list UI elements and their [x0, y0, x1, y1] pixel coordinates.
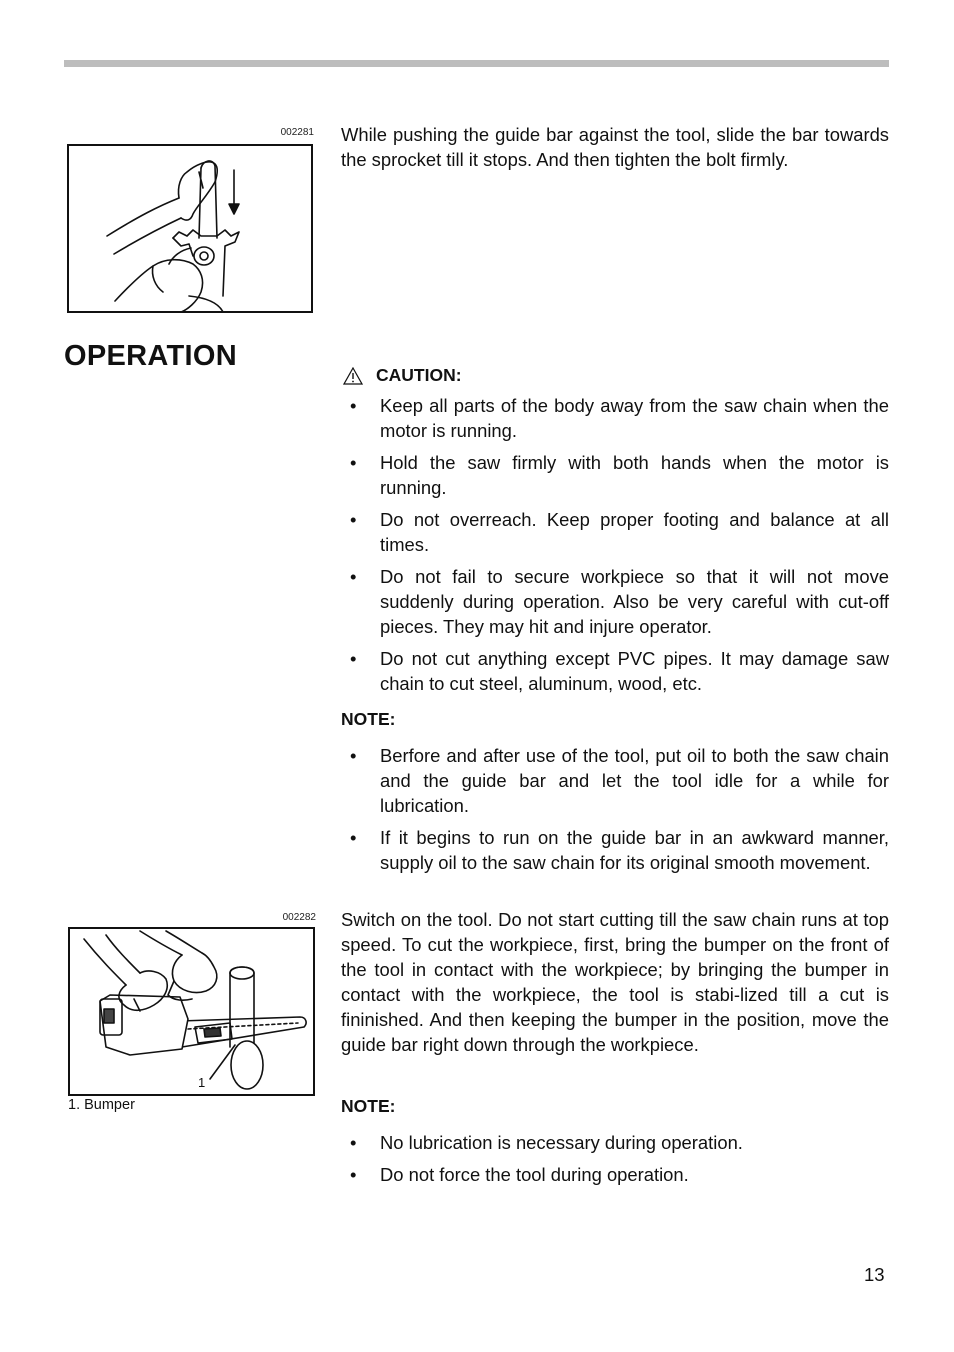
note-list [341, 1130, 889, 1194]
list-item: • Do not overreach. Keep proper footing and balance at all times. [350, 509, 889, 555]
list-item: • No lubrication is necessary during operation. [350, 1132, 743, 1153]
bullet: • [350, 452, 357, 473]
note-label: NOTE: [341, 1096, 396, 1116]
switch-paragraph: Switch on the tool. Do not start cutting till the saw chain runs at top speed. To cut the workpiece, first, bring the bumper on the front of the tool in contact with the workpiece; by bringing the bumper in contact with the workpiece, the tool is stabi-lized till a cut is fininished. And then keeping the bumper in the position, move the guide bar right down through the workpiece. [341, 909, 889, 1055]
top-rule [64, 60, 889, 67]
warning-triangle-icon [343, 367, 363, 385]
figure-guide-bar-install [67, 144, 313, 313]
figure-cutting-pipe [68, 927, 315, 1096]
list-item: • Do not cut anything except PVC pipes. It may damage saw chain to cut steel, aluminum, wood, etc. [350, 648, 889, 694]
bullet: • [350, 827, 357, 848]
bullet: • [350, 566, 357, 587]
list-item: • Keep all parts of the body away from the saw chain when the motor is running. [350, 395, 889, 441]
bullet: • [350, 745, 357, 766]
figure-code: 002281 [280, 127, 314, 138]
callout-number: 1 [198, 1075, 206, 1090]
list-item: • Berfore and after use of the tool, put oil to both the saw chain and the guide bar and let the tool idle for a while for lubrication. [350, 745, 889, 816]
bullet: • [350, 648, 357, 669]
list-item: • Hold the saw firmly with both hands when the motor is running. [350, 452, 889, 498]
section-title: OPERATION [64, 340, 237, 372]
list-item: • Do not force the tool during operation. [350, 1164, 689, 1185]
bullet: • [350, 395, 357, 416]
caution-label-text: CAUTION: [376, 365, 462, 385]
bullet: • [350, 1164, 357, 1185]
list-item: • Do not fail to secure workpiece so that it will not move suddenly during operation. Also be very careful with cut-off pieces. They may hit and injure operator. [350, 566, 889, 637]
list-item: • If it begins to run on the guide bar in an awkward manner, supply oil to the saw chain for its original smooth movement. [350, 827, 889, 873]
caution-label [343, 365, 462, 386]
bullet: • [350, 509, 357, 530]
caution-list [341, 393, 889, 703]
figure-code: 002282 [282, 912, 316, 923]
note-label: NOTE: [341, 709, 396, 729]
intro-paragraph: While pushing the guide bar against the tool, slide the bar towards the sprocket till it stops. And then tighten the bolt firmly. [341, 124, 889, 170]
page-number: 13 [864, 1264, 885, 1285]
bullet: • [350, 1132, 357, 1153]
figure-legend: 1. Bumper [68, 1097, 135, 1113]
note-list [341, 743, 889, 882]
